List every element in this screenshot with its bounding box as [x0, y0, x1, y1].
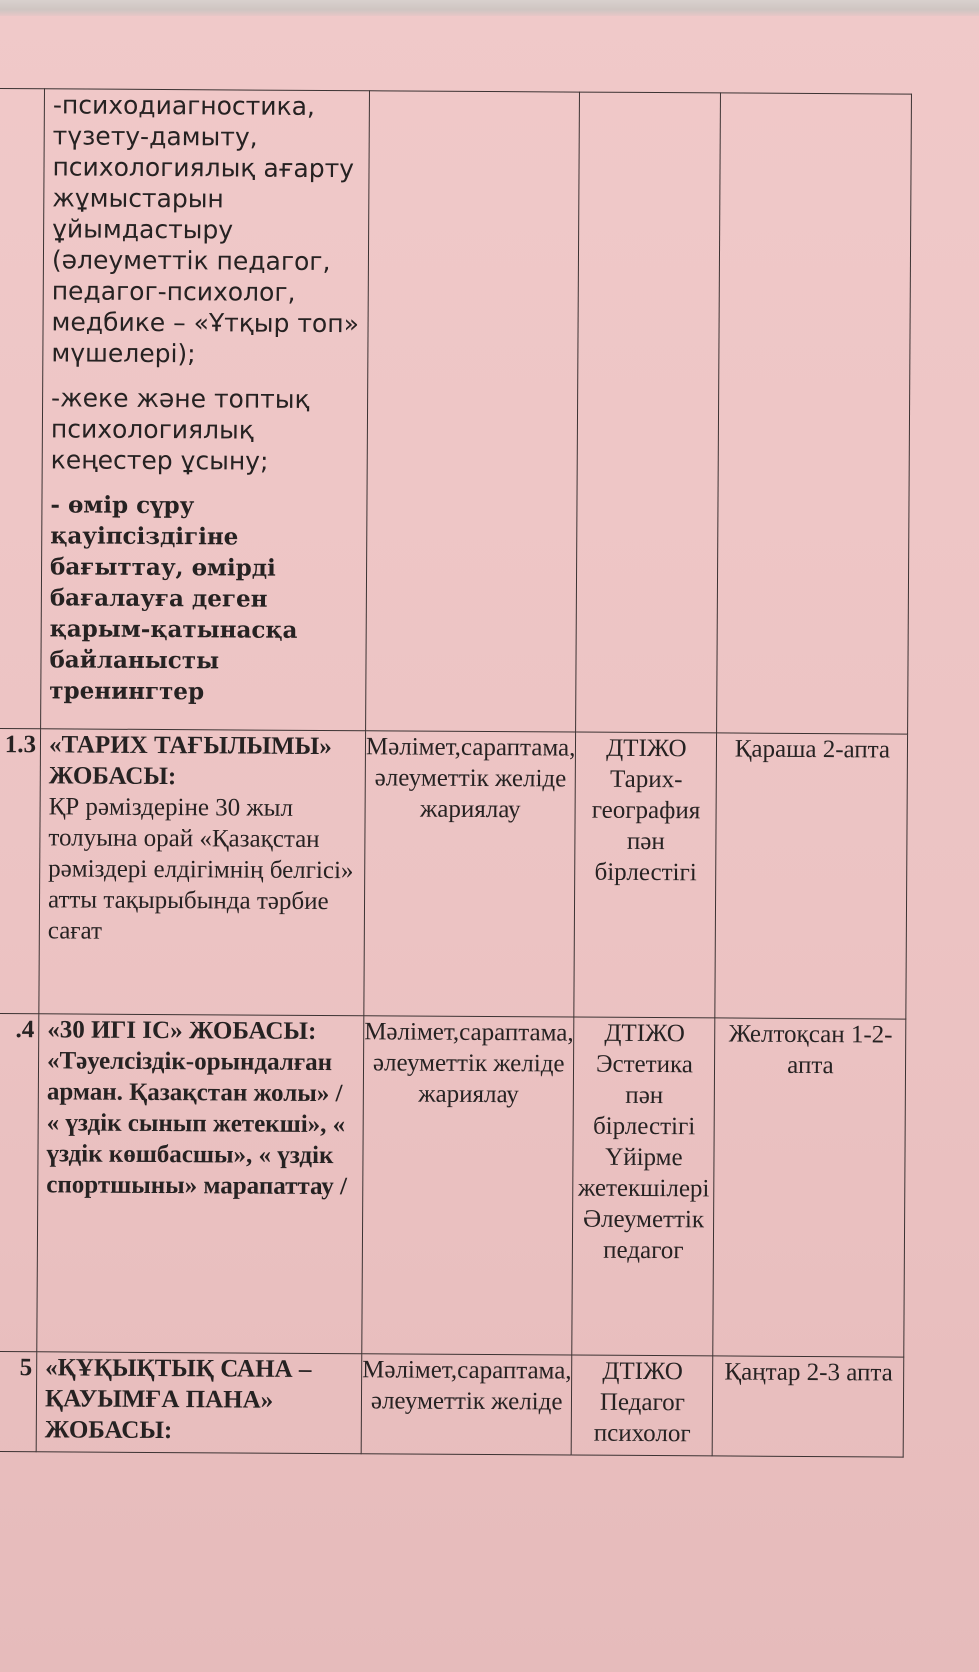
time-cell	[717, 93, 912, 734]
project-title: «ҚҰҚЫҚТЫҚ САНА – ҚАУЫМҒА ПАНА» ЖОБАСЫ:	[44, 1354, 312, 1445]
project-description: ҚР рәміздеріне 30 жыл толуына орай «Қазақстан рәміздері елдігімнің белгісі» атты тақырыбында тәрбие сағат	[47, 793, 354, 945]
form-cell: Мәлімет,сараптама, әлеуметтік желіде	[361, 1354, 572, 1455]
project-description: «Тәуелсіздік-орындалған арман. Қазақстан жолы» / « үздік сынып жетекші», « үздік көшбасшы», « үздік спортшыны» марапаттау /	[46, 1047, 348, 1201]
paper-top-edge	[0, 0, 979, 16]
plan-table	[0, 88, 912, 1458]
activity-item: -психодиагностика, түзету-дамыту, психологиялық ағарту жұмыстарын ұйымдастыру (әлеуметтік педагог, педагог-психолог, медбике – «Ұтқыр топ» мүшелері);	[51, 90, 360, 369]
activity-cell	[41, 89, 370, 731]
table-row	[0, 728, 908, 1019]
table-row	[0, 89, 912, 735]
form-cell: Мәлімет,сараптама, әлеуметтік желіде жариялау	[364, 731, 576, 1017]
time-cell: Қараша 2-апта	[715, 733, 908, 1019]
time-cell: Желтоқсан 1-2-апта	[713, 1018, 906, 1357]
row-number: 1.3	[0, 728, 41, 1013]
project-title: «ТАРИХ ТАҒЫЛЫМЫ» ЖОБАСЫ:	[48, 731, 332, 791]
table-row	[0, 1013, 906, 1357]
activity-cell	[37, 1014, 364, 1354]
activity-item-bold: - өмір сүру қауіпсіздігіне бағыттау, өмірді бағалауға деген қарым-қатынасқа байланысты тренингтер	[49, 491, 298, 706]
activity-cell	[39, 729, 366, 1016]
project-title: «30 ИГІ ІС» ЖОБАСЫ:	[47, 1016, 317, 1045]
responsible-cell: ДТІЖО Тарих-география пән бірлестігі	[574, 732, 717, 1018]
responsible-cell	[576, 92, 721, 733]
table-row	[0, 1351, 904, 1457]
responsible-cell: ДТІЖО Эстетика пән бірлестігі Үйірме жетекшілері Әлеуметтік педагог	[572, 1017, 715, 1356]
time-cell: Қаңтар 2-3 апта	[713, 1356, 905, 1457]
activity-cell	[36, 1352, 362, 1454]
responsible-cell: ДТІЖО Педагог психолог	[572, 1355, 714, 1456]
form-cell	[366, 91, 580, 732]
row-number: 5	[0, 1351, 37, 1451]
row-number	[0, 89, 44, 729]
activity-item: -жеке және топтық психологиялық кеңестер ұсыну;	[50, 383, 310, 476]
row-number: .4	[0, 1013, 39, 1351]
form-cell: Мәлімет,сараптама, әлеуметтік желіде жариялау	[362, 1016, 574, 1355]
